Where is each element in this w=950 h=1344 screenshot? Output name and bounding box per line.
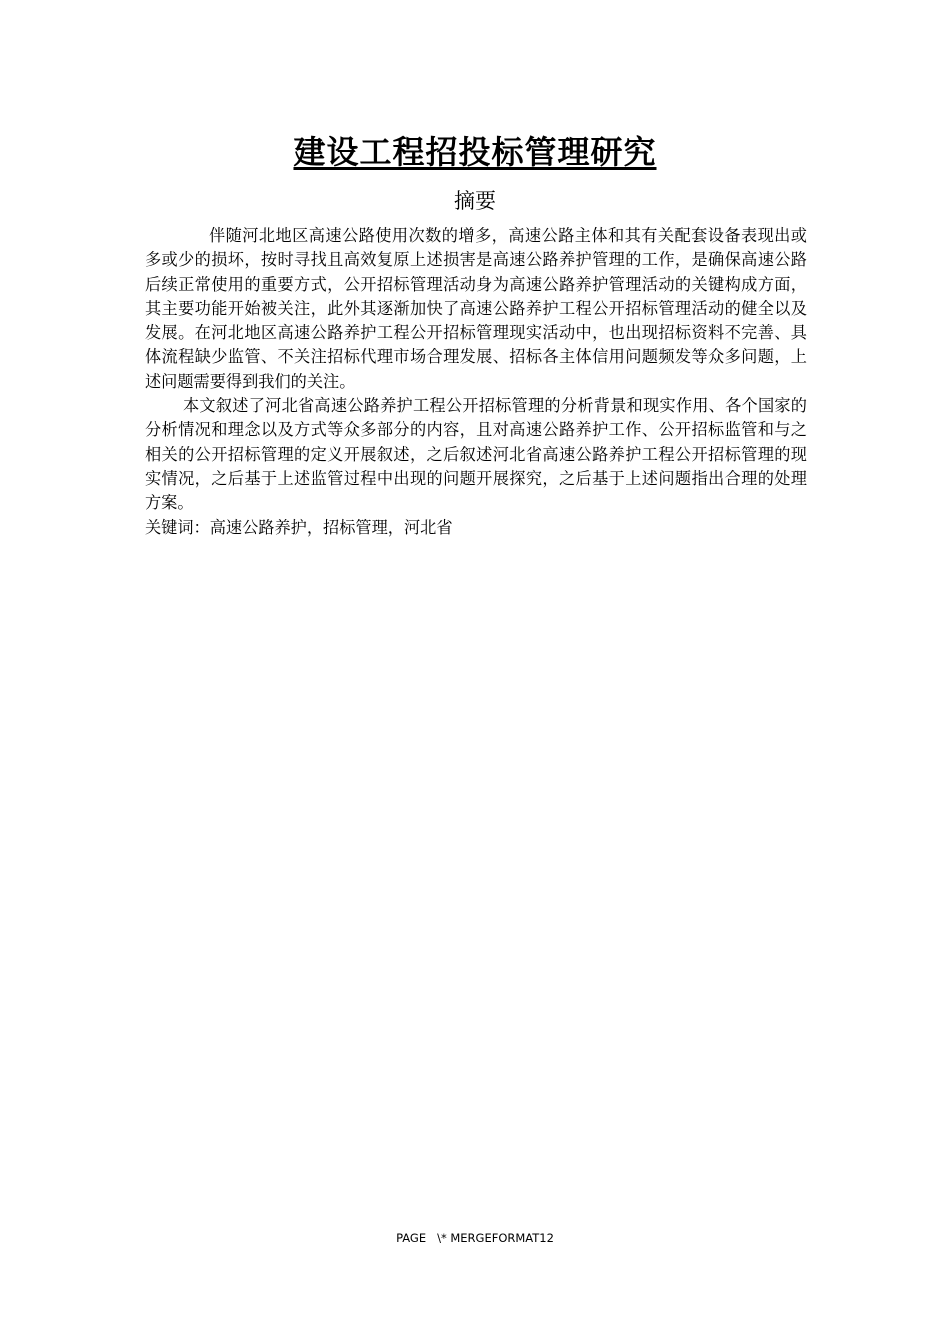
keywords-line: [145, 516, 807, 540]
abstract-heading: 摘要: [454, 189, 496, 213]
keywords-label: 关键词：: [145, 517, 210, 537]
abstract-paragraph-1: 伴随河北地区高速公路使用次数的增多，高速公路主体和其有关配套设备表现出或多或少的损坏，按时寻找且高效复原上述损害是高速公路养护管理的工作，是确保高速公路后续正常使用的重要方式，公开招标管理活动身为高速公路养护管理活动的关键构成方面，其主要功能开始被关注，此外其逐渐加快了高速公路养护工程公开招标管理活动的健全以及发展。在河北地区高速公路养护工程公开招标管理现实活动中，也出现招标资料不完善、具体流程缺少监管、不关注招标代理市场合理发展、招标各主体信用问题频发等众多问题，上述问题需要得到我们的关注。: [145, 226, 807, 391]
document-title: 建设工程招投标管理研究: [293, 133, 657, 171]
abstract-body: [145, 224, 807, 540]
keywords-text: 高速公路养护，招标管理，河北省: [209, 517, 453, 537]
page-footer: PAGE \* MERGEFORMAT12: [396, 1231, 554, 1245]
abstract-paragraph-2: 本文叙述了河北省高速公路养护工程公开招标管理的分析背景和现实作用、各个国家的分析情况和理念以及方式等众多部分的内容，且对高速公路养护工作、公开招标监管和与之相关的公开招标管理的定义开展叙述，之后叙述河北省高速公路养护工程公开招标管理的现实情况，之后基于上述监管过程中出现的问题开展探究，之后基于上述问题指出合理的处理方案。: [145, 396, 807, 513]
